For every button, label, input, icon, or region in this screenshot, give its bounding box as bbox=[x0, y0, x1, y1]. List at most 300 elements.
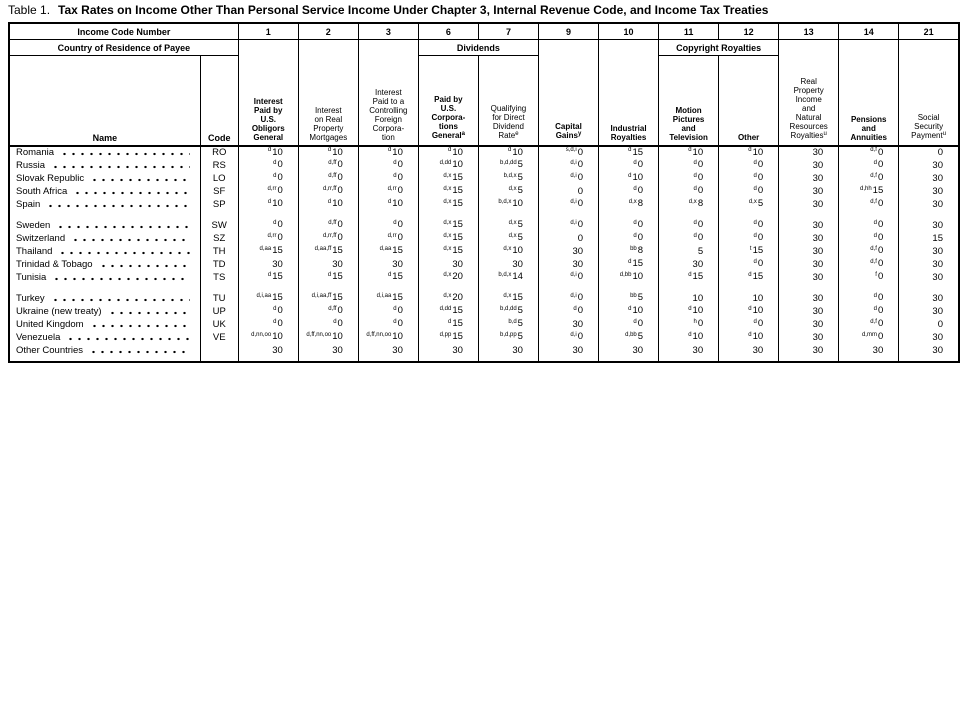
footnote-superscript: d bbox=[693, 159, 697, 166]
rate-cell-copyright-other bbox=[719, 271, 779, 284]
column-header-real-property-royalties: Real Property Income and Natural Resources Royalties$^u$ bbox=[779, 40, 839, 147]
rate-value: 15 bbox=[392, 292, 403, 303]
rate-cell-industrial-royalties bbox=[599, 232, 659, 245]
rate-value: 0 bbox=[577, 292, 584, 303]
footnote-superscript: d,ff,nn,oo bbox=[366, 331, 392, 338]
footnote-superscript: d bbox=[327, 198, 332, 205]
rate-value: 10 bbox=[392, 331, 403, 342]
rate-value: 10 bbox=[692, 305, 704, 316]
rate-value: 0 bbox=[337, 219, 343, 230]
footnote-superscript: b,d,dd bbox=[499, 159, 517, 166]
footnote-superscript: d,dd bbox=[439, 159, 452, 166]
country-name-cell bbox=[9, 146, 200, 159]
dot-leader bbox=[56, 225, 189, 229]
rate-value: 0 bbox=[337, 305, 343, 316]
table-row bbox=[9, 271, 959, 284]
rate-cell-dividends-general bbox=[418, 232, 478, 245]
rate-cell-copyright-other bbox=[719, 185, 779, 198]
rate-cell-capital-gains bbox=[538, 292, 598, 305]
footnote-superscript: d,x bbox=[443, 198, 452, 205]
rate-value: 30 bbox=[752, 344, 764, 356]
table-row bbox=[9, 331, 959, 344]
rate-value: 5 bbox=[697, 245, 704, 257]
rate-value: 15 bbox=[452, 232, 463, 243]
country-code-cell: UK bbox=[200, 318, 238, 331]
rate-value: 15 bbox=[392, 271, 403, 282]
footnote-superscript: d bbox=[508, 147, 512, 153]
rate-value: 30 bbox=[812, 258, 824, 270]
rate-value: 30 bbox=[812, 344, 824, 356]
rate-cell-interest-cfc bbox=[358, 344, 418, 357]
rate-value: 5 bbox=[637, 292, 644, 303]
rate-value: 5 bbox=[517, 185, 523, 196]
rate-value: 0 bbox=[877, 245, 884, 256]
rate-value: 30 bbox=[932, 305, 943, 317]
footnote-superscript: d,i,aa bbox=[256, 292, 272, 299]
column-header-pensions-annuities: Pensions and Annuities bbox=[839, 40, 899, 147]
code-number-9: 9 bbox=[538, 23, 598, 40]
code-number-14: 14 bbox=[839, 23, 899, 40]
rate-value: 0 bbox=[697, 219, 704, 230]
footnote-superscript: b,d,pp bbox=[499, 331, 517, 338]
footnote-superscript: d bbox=[387, 147, 392, 153]
rate-cell-interest-general bbox=[238, 232, 298, 245]
rate-cell-interest-general bbox=[238, 258, 298, 271]
rate-value: 10 bbox=[632, 271, 644, 282]
footnote-superscript: d bbox=[753, 258, 757, 265]
rate-value: 15 bbox=[512, 292, 523, 303]
rate-value: 15 bbox=[452, 318, 463, 329]
country-name-cell bbox=[9, 331, 200, 344]
rate-cell-interest-cfc bbox=[358, 292, 418, 305]
rate-cell-capital-gains bbox=[538, 331, 598, 344]
rate-cell-interest-cfc bbox=[358, 245, 418, 258]
rate-cell-pensions-annuities bbox=[839, 172, 899, 185]
code-number-6: 6 bbox=[418, 23, 478, 40]
rate-cell-copyright-other bbox=[719, 258, 779, 271]
country-name-cell bbox=[9, 318, 200, 331]
rate-value: 0 bbox=[397, 232, 403, 243]
footnote-superscript: h bbox=[693, 318, 697, 325]
footnote-superscript: d,x bbox=[508, 232, 517, 239]
rate-cell-motion-pictures-tv bbox=[659, 159, 719, 172]
footnote-superscript: d bbox=[393, 172, 397, 179]
rate-cell-interest-general bbox=[238, 305, 298, 318]
rate-value: 0 bbox=[577, 146, 584, 158]
rate-cell-social-security bbox=[899, 318, 959, 331]
rate-value: 0 bbox=[757, 232, 764, 243]
rate-cell-capital-gains bbox=[538, 318, 598, 331]
rate-cell-copyright-other bbox=[719, 344, 779, 357]
rate-cell-copyright-other bbox=[719, 318, 779, 331]
rate-value: 15 bbox=[632, 146, 644, 158]
rate-value: 0 bbox=[877, 159, 884, 170]
dot-leader bbox=[51, 298, 190, 302]
country-code-cell: RO bbox=[200, 146, 238, 159]
rate-cell-interest-cfc bbox=[358, 185, 418, 198]
rate-cell-dividends-general bbox=[418, 318, 478, 331]
footnote-superscript: d bbox=[628, 172, 632, 179]
rate-value: 0 bbox=[577, 219, 584, 230]
rate-cell-dividends-direct bbox=[478, 318, 538, 331]
rate-value: 5 bbox=[517, 219, 523, 230]
rate-cell-capital-gains bbox=[538, 271, 598, 284]
rate-cell-interest-cfc bbox=[358, 159, 418, 172]
rate-cell-interest-mortgages bbox=[298, 146, 358, 159]
code-number-2: 2 bbox=[298, 23, 358, 40]
dividends-group-header: Dividends bbox=[418, 40, 538, 56]
rate-cell-dividends-direct bbox=[478, 292, 538, 305]
rate-value: 0 bbox=[397, 172, 403, 183]
footnote-superscript: d,pp bbox=[439, 331, 452, 338]
rate-cell-pensions-annuities bbox=[839, 331, 899, 344]
rate-value: 30 bbox=[812, 185, 824, 197]
rate-cell-dividends-direct bbox=[478, 271, 538, 284]
footnote-superscript: b,d,x bbox=[498, 271, 512, 278]
rate-value: 15 bbox=[332, 245, 343, 256]
footnote-superscript: d bbox=[873, 305, 877, 312]
rate-cell-real-property-royalties bbox=[779, 271, 839, 284]
rate-cell-interest-cfc bbox=[358, 305, 418, 318]
footnote-superscript: d,f bbox=[870, 198, 877, 205]
rate-cell-interest-cfc bbox=[358, 172, 418, 185]
rate-value: 10 bbox=[512, 198, 523, 209]
footnote-superscript: d,rr,ff bbox=[322, 185, 337, 192]
rate-value: 0 bbox=[577, 331, 584, 342]
country-name: Switzerland bbox=[16, 232, 66, 244]
rate-cell-interest-general bbox=[238, 146, 298, 159]
rate-cell-dividends-direct bbox=[478, 305, 538, 318]
rate-cell-copyright-other bbox=[719, 172, 779, 185]
rate-cell-pensions-annuities bbox=[839, 245, 899, 258]
rate-cell-interest-general bbox=[238, 271, 298, 284]
footnote-superscript: d bbox=[267, 147, 272, 153]
footnote-superscript: d,aa bbox=[379, 245, 392, 252]
rate-value: 30 bbox=[812, 172, 824, 184]
rate-cell-interest-general bbox=[238, 159, 298, 172]
rate-value: 0 bbox=[757, 172, 764, 183]
column-header-dividends-direct: Qualifying for Direct Dividend Rate$^e$ bbox=[478, 56, 538, 147]
footnote-superscript: d,hh bbox=[859, 185, 872, 192]
country-code-cell: SP bbox=[200, 198, 238, 211]
rate-cell-dividends-general bbox=[418, 305, 478, 318]
country-code-cell: TD bbox=[200, 258, 238, 271]
footnote-superscript: d bbox=[393, 305, 397, 312]
rate-cell-dividends-general bbox=[418, 344, 478, 357]
table-row bbox=[9, 245, 959, 258]
rate-cell-dividends-general bbox=[418, 219, 478, 232]
rate-value: 30 bbox=[392, 258, 403, 270]
rate-cell-industrial-royalties bbox=[599, 146, 659, 159]
rate-cell-social-security bbox=[899, 232, 959, 245]
footnote-superscript: d bbox=[693, 185, 697, 192]
footnote-superscript: d,x bbox=[688, 198, 697, 205]
rate-value: 0 bbox=[697, 172, 704, 183]
country-name-cell bbox=[9, 258, 200, 271]
rate-cell-real-property-royalties bbox=[779, 146, 839, 159]
code-number-3: 3 bbox=[358, 23, 418, 40]
rate-cell-pensions-annuities bbox=[839, 258, 899, 271]
rate-cell-interest-mortgages bbox=[298, 232, 358, 245]
footnote-superscript: d,f bbox=[870, 258, 877, 265]
rate-value: 30 bbox=[512, 344, 523, 356]
table-row bbox=[9, 305, 959, 318]
rate-value: 10 bbox=[632, 305, 644, 316]
country-code-cell: SF bbox=[200, 185, 238, 198]
rate-cell-interest-general bbox=[238, 185, 298, 198]
footnote-superscript: d bbox=[753, 159, 757, 166]
rate-value: 0 bbox=[277, 305, 283, 316]
rate-value: 15 bbox=[332, 271, 343, 282]
table-title bbox=[8, 3, 963, 17]
rate-value: 5 bbox=[637, 331, 644, 342]
rate-cell-copyright-other bbox=[719, 245, 779, 258]
rate-value: 20 bbox=[452, 292, 463, 303]
country-name: Venezuela bbox=[16, 331, 61, 343]
rate-cell-industrial-royalties bbox=[599, 305, 659, 318]
rate-cell-interest-cfc bbox=[358, 331, 418, 344]
rate-value: 0 bbox=[877, 198, 884, 209]
rate-cell-dividends-direct bbox=[478, 219, 538, 232]
rate-cell-dividends-general bbox=[418, 185, 478, 198]
rate-value: 30 bbox=[812, 159, 824, 171]
rate-cell-dividends-general bbox=[418, 159, 478, 172]
rate-value: 30 bbox=[812, 331, 824, 343]
rate-value: 10 bbox=[752, 305, 764, 316]
rate-cell-dividends-general bbox=[418, 331, 478, 344]
footnote-superscript: d,i bbox=[570, 172, 577, 179]
rate-cell-dividends-direct bbox=[478, 198, 538, 211]
rate-cell-motion-pictures-tv bbox=[659, 245, 719, 258]
rate-cell-real-property-royalties bbox=[779, 292, 839, 305]
footnote-superscript: b,d bbox=[508, 318, 517, 325]
rate-value: 15 bbox=[452, 172, 463, 183]
rate-value: 5 bbox=[517, 331, 523, 342]
rate-value: 10 bbox=[692, 146, 704, 158]
rate-cell-copyright-other bbox=[719, 232, 779, 245]
country-code-cell: UP bbox=[200, 305, 238, 318]
footnote-superscript: d,x bbox=[628, 198, 637, 205]
rate-cell-pensions-annuities bbox=[839, 232, 899, 245]
rate-value: 5 bbox=[517, 172, 523, 183]
footnote-superscript: d bbox=[753, 172, 757, 179]
rate-value: 5 bbox=[517, 305, 523, 316]
rate-cell-industrial-royalties bbox=[599, 198, 659, 211]
copyright-royalties-group-header: Copyright Royalties bbox=[659, 40, 779, 56]
footnote-superscript: y bbox=[577, 130, 582, 137]
rate-value: 30 bbox=[932, 185, 943, 197]
rate-cell-social-security bbox=[899, 159, 959, 172]
rate-cell-interest-general bbox=[238, 344, 298, 357]
dot-leader bbox=[108, 311, 190, 315]
country-name: Spain bbox=[16, 198, 41, 210]
country-name: South Africa bbox=[16, 185, 68, 197]
rate-cell-industrial-royalties bbox=[599, 159, 659, 172]
rate-value: 0 bbox=[697, 318, 704, 329]
column-header-copyright-other: Other bbox=[719, 56, 779, 147]
rate-value: 5 bbox=[517, 318, 523, 329]
rate-cell-dividends-direct bbox=[478, 146, 538, 159]
column-header-social-security: Social Security Payment$^u$ bbox=[899, 40, 959, 147]
rate-value: 30 bbox=[452, 258, 463, 270]
rate-cell-copyright-other bbox=[719, 146, 779, 159]
rate-cell-real-property-royalties bbox=[779, 258, 839, 271]
footnote-superscript: d bbox=[327, 271, 332, 278]
rate-value: 30 bbox=[812, 271, 824, 283]
rate-value: 10 bbox=[632, 172, 644, 183]
rate-value: 15 bbox=[332, 292, 343, 303]
rate-value: 15 bbox=[752, 271, 764, 282]
rate-value: 0 bbox=[757, 185, 764, 196]
footnote-superscript: d bbox=[273, 318, 277, 325]
rate-value: 15 bbox=[632, 258, 644, 269]
code-column-header: Code bbox=[200, 56, 238, 147]
rate-cell-real-property-royalties bbox=[779, 232, 839, 245]
footnote-superscript: d,ff bbox=[328, 219, 337, 226]
footnote-superscript: d bbox=[873, 219, 877, 226]
rate-value: 0 bbox=[337, 318, 343, 329]
column-header-interest-cfc: Interest Paid to a Controlling Foreign Corpora- tion bbox=[358, 40, 418, 147]
footnote-superscript: d bbox=[688, 305, 692, 312]
footnote-superscript: d,i bbox=[570, 159, 577, 166]
rate-cell-dividends-direct bbox=[478, 232, 538, 245]
country-name-cell bbox=[9, 271, 200, 284]
rate-value: 0 bbox=[577, 305, 584, 316]
footnote-superscript: s,d,i bbox=[565, 147, 577, 153]
rate-value: 0 bbox=[697, 159, 704, 170]
rate-cell-motion-pictures-tv bbox=[659, 258, 719, 271]
dot-leader bbox=[89, 350, 190, 354]
footnote-superscript: d bbox=[873, 159, 877, 166]
country-name: Slovak Republic bbox=[16, 172, 85, 184]
rate-cell-social-security bbox=[899, 305, 959, 318]
footnote-superscript: d bbox=[688, 331, 692, 338]
footnote-superscript: d bbox=[333, 318, 337, 325]
country-name: Tunisia bbox=[16, 271, 47, 283]
rate-value: 30 bbox=[272, 344, 283, 356]
footnote-superscript: d,ff bbox=[328, 305, 337, 312]
footnote-superscript: d,aa bbox=[259, 245, 272, 252]
country-name-cell bbox=[9, 232, 200, 245]
footnote-superscript: d,x bbox=[503, 292, 512, 299]
country-name: Russia bbox=[16, 159, 46, 171]
rate-cell-motion-pictures-tv bbox=[659, 271, 719, 284]
footnote-superscript: d,ff,nn,oo bbox=[306, 331, 332, 338]
footnote-superscript: d bbox=[393, 318, 397, 325]
rate-cell-interest-general bbox=[238, 172, 298, 185]
rate-cell-real-property-royalties bbox=[779, 185, 839, 198]
rate-value: 0 bbox=[877, 331, 884, 342]
rate-value: 30 bbox=[812, 198, 824, 210]
footnote-superscript: d bbox=[628, 305, 632, 312]
footnote-superscript: d bbox=[753, 232, 757, 239]
rate-value: 10 bbox=[332, 146, 343, 158]
footnote-superscript: d bbox=[573, 305, 577, 312]
footnote-superscript: d,x bbox=[443, 232, 452, 239]
rate-value: 15 bbox=[452, 331, 463, 342]
rate-value: 0 bbox=[637, 159, 644, 170]
rate-value: 30 bbox=[392, 344, 403, 356]
code-number-21: 21 bbox=[899, 23, 959, 40]
rate-value: 10 bbox=[392, 146, 403, 158]
country-name-cell bbox=[9, 198, 200, 211]
rate-value: 0 bbox=[577, 185, 584, 197]
rate-cell-dividends-direct bbox=[478, 258, 538, 271]
rate-cell-interest-general bbox=[238, 318, 298, 331]
footnote-superscript: d,x bbox=[443, 185, 452, 192]
code-number-11: 11 bbox=[659, 23, 719, 40]
table-row bbox=[9, 292, 959, 305]
rate-value: 15 bbox=[272, 245, 283, 256]
country-code-cell: SW bbox=[200, 219, 238, 232]
rate-value: 30 bbox=[332, 258, 343, 270]
country-code-cell: SZ bbox=[200, 232, 238, 245]
table-row bbox=[9, 185, 959, 198]
footnote-superscript: d,i bbox=[570, 219, 577, 226]
table-row bbox=[9, 258, 959, 271]
footnote-superscript: d,rr,ff bbox=[322, 232, 337, 239]
table-row bbox=[9, 232, 959, 245]
rate-value: 10 bbox=[512, 245, 523, 256]
rate-cell-dividends-direct bbox=[478, 159, 538, 172]
rate-value: 30 bbox=[452, 344, 463, 356]
footnote-superscript: d bbox=[387, 271, 392, 278]
rate-value: 30 bbox=[512, 258, 523, 270]
rate-cell-capital-gains bbox=[538, 198, 598, 211]
country-name-cell bbox=[9, 219, 200, 232]
country-code-cell: RS bbox=[200, 159, 238, 172]
rate-value: 30 bbox=[812, 245, 824, 257]
footnote-superscript: d,i bbox=[570, 271, 577, 278]
name-column-header: Name bbox=[9, 56, 200, 147]
rate-value: 0 bbox=[577, 232, 584, 244]
rate-value: 10 bbox=[272, 198, 283, 209]
rate-value: 30 bbox=[932, 219, 943, 231]
dot-leader bbox=[99, 264, 190, 268]
rate-cell-pensions-annuities bbox=[839, 159, 899, 172]
footnote-superscript: d,x bbox=[443, 292, 452, 299]
column-header-dividends-general: Paid by U.S. Corpora- tions General$^a$ bbox=[418, 56, 478, 147]
rate-value: 10 bbox=[692, 331, 704, 342]
rate-value: 0 bbox=[877, 232, 884, 243]
rate-cell-dividends-direct bbox=[478, 331, 538, 344]
rate-value: 10 bbox=[452, 159, 463, 170]
footnote-superscript: d,i,aa,ff bbox=[311, 292, 332, 299]
rate-value: 0 bbox=[877, 172, 884, 183]
footnote-superscript: d bbox=[273, 305, 277, 312]
rate-cell-capital-gains bbox=[538, 172, 598, 185]
rate-cell-real-property-royalties bbox=[779, 245, 839, 258]
rate-value: 30 bbox=[812, 232, 824, 244]
rate-cell-social-security bbox=[899, 344, 959, 357]
footnote-superscript: d bbox=[748, 305, 752, 312]
group-header-row bbox=[9, 40, 959, 56]
country-name-cell bbox=[9, 344, 200, 357]
rate-cell-social-security bbox=[899, 172, 959, 185]
rate-value: 0 bbox=[877, 146, 884, 158]
rate-cell-interest-cfc bbox=[358, 318, 418, 331]
rate-value: 10 bbox=[272, 331, 283, 342]
rate-cell-interest-cfc bbox=[358, 198, 418, 211]
dot-leader bbox=[66, 337, 189, 341]
column-header-interest-mortgages: Interest on Real Property Mortgages bbox=[298, 40, 358, 147]
rate-value: 10 bbox=[752, 146, 764, 158]
dot-leader bbox=[90, 178, 190, 182]
rate-cell-interest-mortgages bbox=[298, 318, 358, 331]
footnote-superscript: d,bb bbox=[619, 271, 632, 278]
country-name: Trinidad & Tobago bbox=[16, 258, 93, 270]
rate-cell-dividends-direct bbox=[478, 245, 538, 258]
